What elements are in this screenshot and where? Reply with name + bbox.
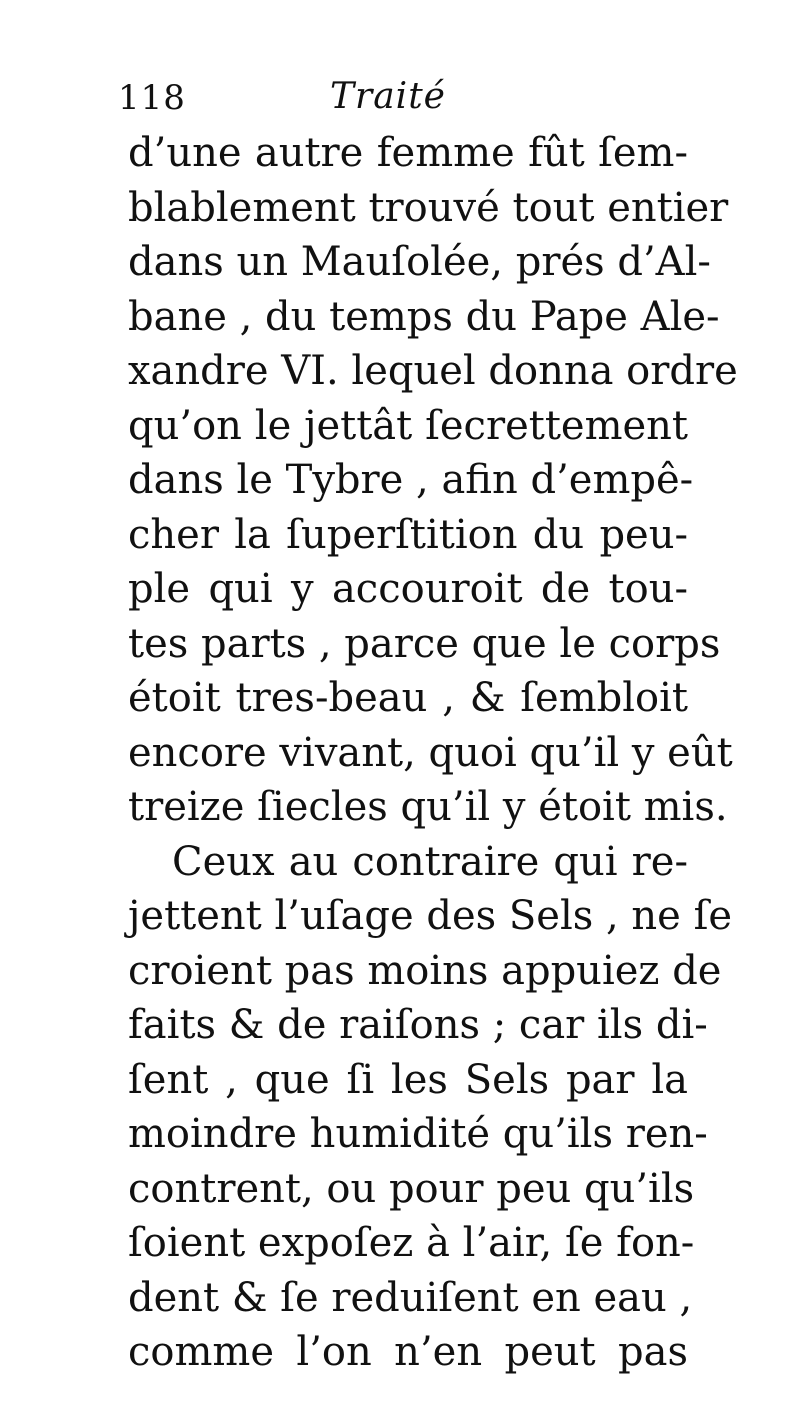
text-line: étoit tres-beau , & ſembloit [128,675,688,721]
text-line: blablement trouvé tout entier [128,184,729,231]
running-head [118,78,678,128]
text-line: dent & ſe reduiſent en eau , [128,1274,693,1321]
page-number: 118 [118,78,186,118]
text-line: ple qui y accouroit de tou- [128,566,688,612]
text-line: croient pas moins appuiez de [128,947,722,994]
text-line: dans un Mauſolée, prés d’Al- [128,239,711,285]
text-line: ſoient expoſez à l’air, ſe fon- [128,1220,695,1266]
text-line: contrent, ou pour peu qu’ils [128,1165,695,1212]
text-line: tes parts , parce que le corps [128,620,721,667]
body-text [128,126,738,1380]
text-line: dans le Tybre , afin d’empê- [128,457,694,503]
paragraph-start-line: Ceux au contraire qui re- [172,838,688,885]
text-line: jettent l’uſage des Sels , ne ſe [128,893,733,939]
text-line: cher la ſuperſtition du peu- [128,511,688,558]
text-line: encore vivant, quoi qu’il y eût [128,729,733,776]
text-line: treize ſiecles qu’il y étoit mis. [128,784,728,830]
text-line: xandre VI. lequel donna ordre [128,348,738,394]
text-line: moindre humidité qu’ils ren- [128,1111,708,1157]
running-title: Traité [330,76,446,117]
text-line: comme l’on n’en peut pas [128,1329,688,1375]
text-line: qu’on le jettât ſecrettement [128,402,688,449]
text-line: d’une autre femme fût ſem- [128,130,688,176]
text-line: bane , du temps du Pape Ale- [128,293,720,340]
text-line: faits & de raiſons ; car ils di- [128,1002,708,1048]
text-line: ſent , que ſi les Sels par la [128,1056,688,1103]
